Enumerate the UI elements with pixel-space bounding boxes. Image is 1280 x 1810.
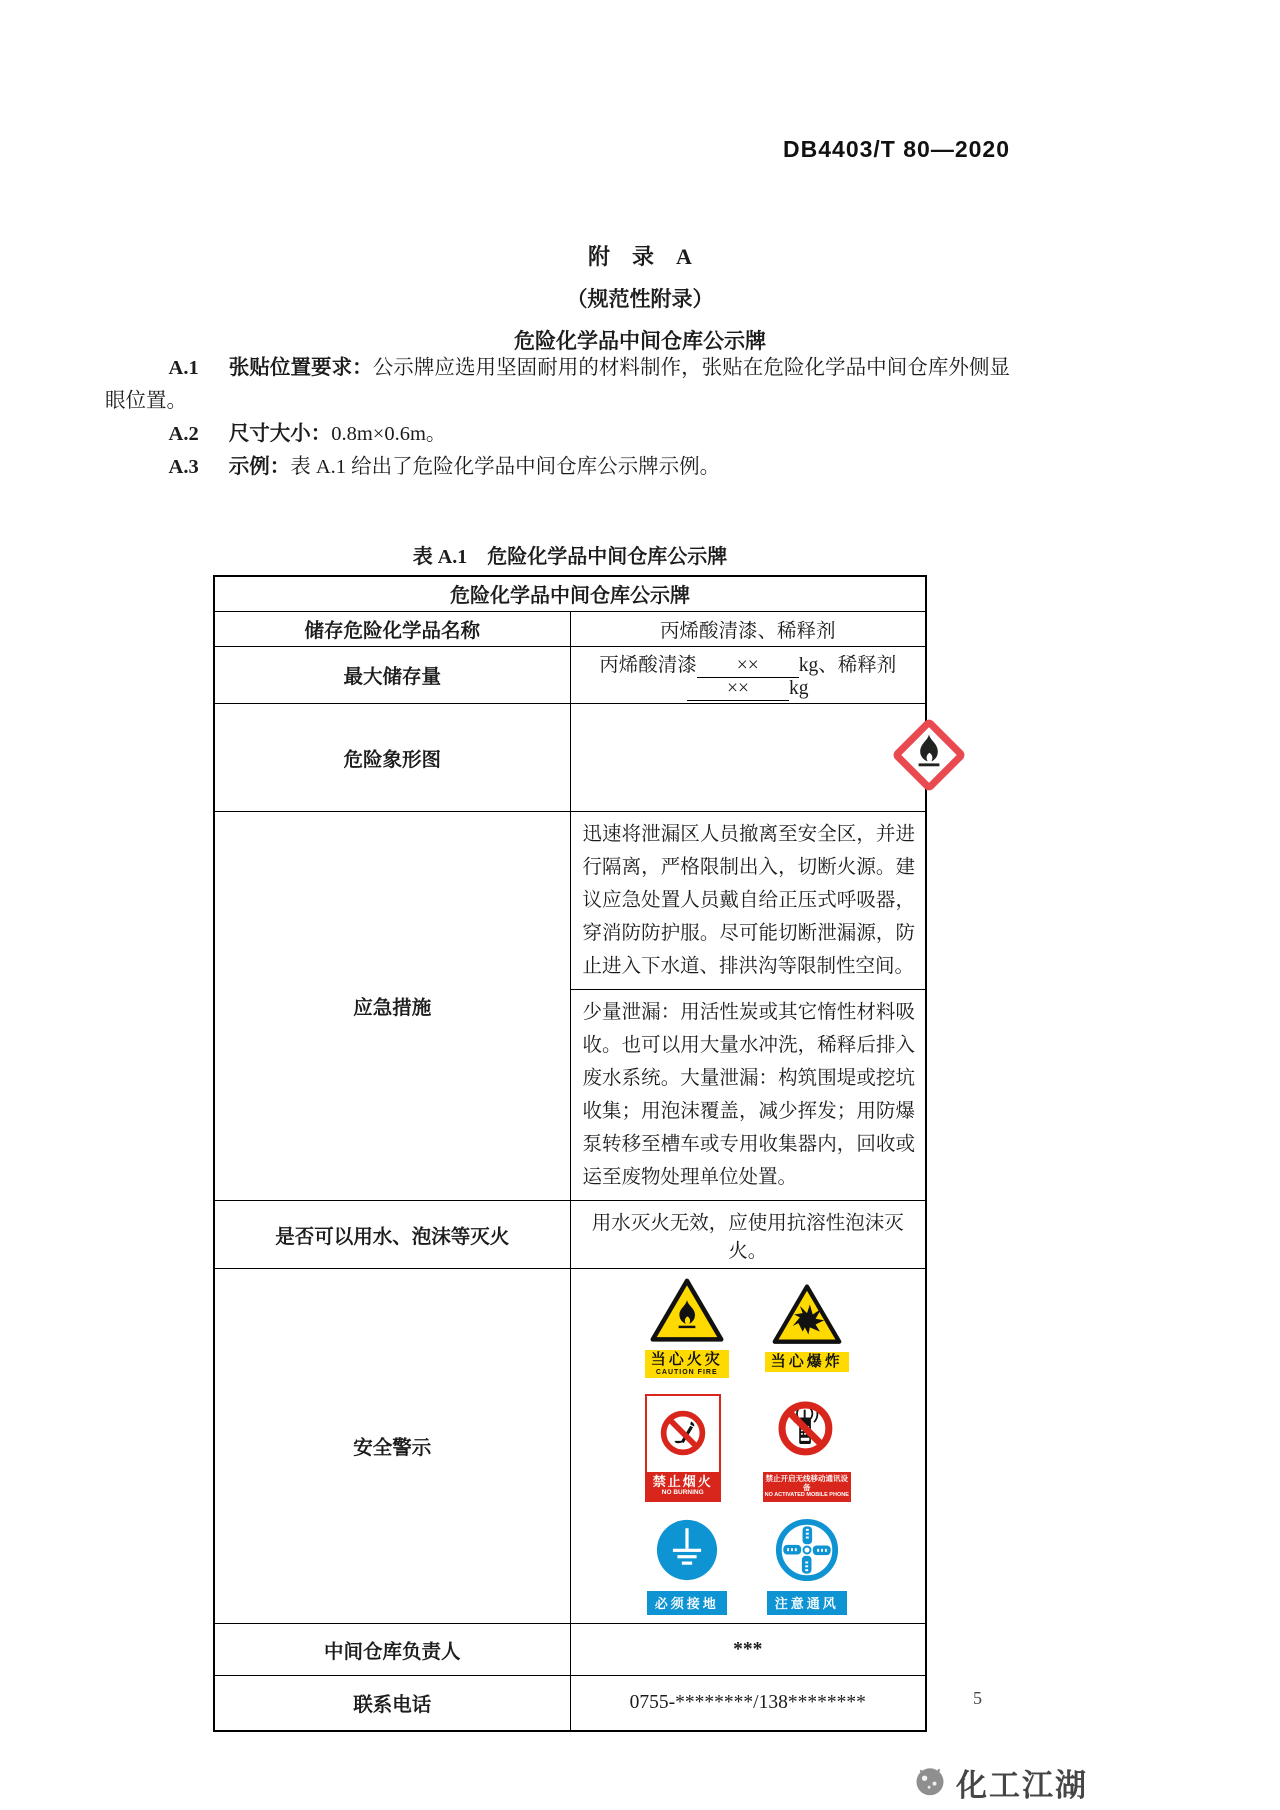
- ghs-flame-diamond-icon: [889, 715, 969, 801]
- no-mobile-phone-icon: [768, 1394, 846, 1472]
- manager-label: 中间仓库负责人: [214, 1624, 570, 1676]
- caution-fire-cn: 当心火灾: [650, 1351, 723, 1369]
- table-row: [214, 812, 926, 990]
- page-number: 5: [973, 1688, 982, 1708]
- no-burning-icon: [647, 1400, 719, 1472]
- must-ground-icon: [655, 1518, 719, 1588]
- must-ground-sign: [645, 1518, 729, 1615]
- max-storage-label: 最大储存量: [214, 646, 570, 704]
- clause-a3-text: 表 A.1 给出了危险化学品中间仓库公示牌示例。: [290, 456, 721, 478]
- table-row: [214, 576, 926, 611]
- caution-fire-label: [645, 1350, 729, 1377]
- watermark-text: 化工江湖: [956, 1768, 1088, 1803]
- ventilation-label: 注意通风: [767, 1591, 847, 1615]
- watermark-logo-icon: [912, 1762, 948, 1803]
- safety-signs-grid: [571, 1269, 926, 1623]
- clause-a1-text: 公示牌应选用坚固耐用的材料制作，张贴在危险化学品中间仓库外侧显眼位置。: [105, 357, 1011, 412]
- table-row: [214, 704, 926, 812]
- phone-value: 0755-********/138********: [570, 1676, 926, 1731]
- table-row: [214, 611, 926, 646]
- phone-label: 联系电话: [214, 1676, 570, 1731]
- ventilation-sign: [763, 1518, 851, 1615]
- manager-value: ***: [570, 1624, 926, 1676]
- emergency-text-2: 少量泄漏：用活性炭或其它惰性材料吸收。也可以用大量水冲洗，稀释后排入废水系统。大量泄漏：构筑围堤或挖坑收集；用泡沫覆盖，减少挥发；用防爆泵转移至槽车或专用收集器内，回收或运至废物处理单位处置。: [570, 990, 926, 1201]
- clause-a2-label: 尺寸大小：: [228, 423, 332, 445]
- clause-a1: [105, 352, 1010, 418]
- table-row: [214, 1201, 926, 1269]
- clause-a3: [105, 451, 1010, 484]
- table-row: [214, 1269, 926, 1624]
- clause-a1-label: 张贴位置要求：: [228, 357, 373, 379]
- caution-explosion-sign: [763, 1283, 851, 1371]
- ventilation-icon: [775, 1518, 839, 1588]
- emergency-label: 应急措施: [214, 812, 570, 1201]
- appendix-title-block: [0, 240, 1280, 355]
- no-mobile-phone-en: NO ACTIVATED MOBILE PHONE: [764, 1492, 849, 1499]
- extinguish-value: 用水灭火无效，应使用抗溶性泡沫灭火。: [570, 1201, 926, 1269]
- pictogram-label: 危险象形图: [214, 704, 570, 812]
- caution-explosion-label: [765, 1352, 849, 1371]
- caution-explosion-icon: [771, 1283, 843, 1352]
- pictogram-cell: [570, 704, 926, 812]
- safety-warning-label: 安全警示: [214, 1269, 570, 1624]
- clause-a2: [105, 418, 1010, 451]
- no-mobile-phone-sign: [763, 1394, 851, 1502]
- table-caption: 表 A.1 危险化学品中间仓库公示牌: [412, 546, 728, 568]
- max-storage-part2: kg、稀释剂: [798, 654, 897, 676]
- quantity-blank-2: ××: [687, 678, 789, 701]
- clause-a2-text: 0.8m×0.6m。: [331, 423, 447, 445]
- chemical-name-label: 储存危险化学品名称: [214, 611, 570, 646]
- clause-a2-number: A.2: [168, 423, 199, 445]
- chemical-name-value: 丙烯酸清漆、稀释剂: [570, 611, 926, 646]
- no-mobile-phone-label: [763, 1472, 851, 1502]
- clause-a3-number: A.3: [168, 456, 199, 478]
- safety-signs-cell: [570, 1269, 926, 1624]
- appendix-title: 附 录 A: [588, 244, 692, 269]
- no-burning-sign: [645, 1394, 721, 1502]
- clauses: [105, 352, 1010, 484]
- clause-a3-label: 示例：: [228, 456, 291, 478]
- clause-a1-number: A.1: [168, 357, 199, 379]
- max-storage-part1: 丙烯酸清漆: [599, 654, 697, 676]
- quantity-blank-1: ××: [697, 655, 799, 678]
- no-burning-en: NO BURNING: [661, 1489, 704, 1497]
- emergency-text-1: 迅速将泄漏区人员撤离至安全区，并进行隔离，严格限制出入，切断火源。建议应急处置人员戴自给正压式呼吸器，穿消防防护服。尽可能切断泄漏源，防止进入下水道、排洪沟等限制性空间。: [570, 812, 926, 990]
- appendix-name: 危险化学品中间仓库公示牌: [514, 329, 766, 353]
- no-burning-label: [647, 1472, 719, 1500]
- appendix-subtitle: （规范性附录）: [566, 287, 714, 311]
- notice-board-table: [213, 575, 927, 1732]
- extinguish-label: 是否可以用水、泡沫等灭火: [214, 1201, 570, 1269]
- caution-fire-icon: [649, 1277, 725, 1350]
- table-row: [214, 1676, 926, 1731]
- max-storage-part3: kg: [789, 677, 809, 699]
- caution-explosion-cn: 当心爆炸: [770, 1353, 843, 1371]
- board-title: 危险化学品中间仓库公示牌: [214, 576, 926, 611]
- no-burning-cn: 禁止烟火: [652, 1473, 713, 1489]
- max-storage-value: [570, 646, 926, 704]
- caution-fire-en: CAUTION FIRE: [655, 1368, 718, 1376]
- table-row: [214, 646, 926, 704]
- must-ground-label: 必须接地: [647, 1591, 727, 1615]
- caution-fire-sign: [645, 1277, 729, 1377]
- watermark: [912, 1760, 1088, 1805]
- table-row: [214, 1624, 926, 1676]
- standard-number: DB4403/T 80—2020: [783, 136, 1010, 162]
- no-mobile-phone-cn: 禁止开启无线移动通讯设备: [765, 1474, 848, 1493]
